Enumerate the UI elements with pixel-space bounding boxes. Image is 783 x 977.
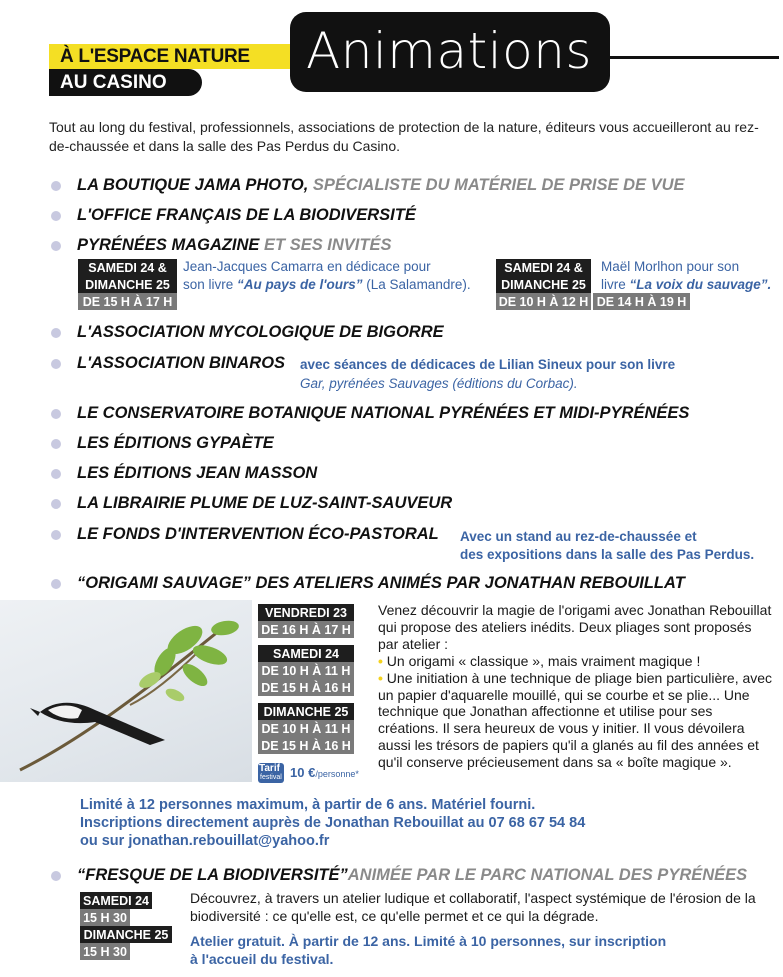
time-badge: DE 15 H À 17 H (78, 293, 177, 310)
list-item-jama: LA BOUTIQUE JAMA PHOTO, SPÉCIALISTE DU MATÉRIEL DE PRISE DE VUE (77, 176, 685, 194)
bullet-icon (51, 328, 61, 338)
bullet-icon (51, 181, 61, 191)
list-item-origami: “ORIGAMI SAUVAGE” DES ATELIERS ANIMÉS PAR JONATHAN REBOUILLAT (77, 574, 685, 592)
bullet-icon (51, 469, 61, 479)
origami-info: Limité à 12 personnes maximum, à partir de 6 ans. Matériel fourni. Inscriptions directement auprès de Jonathan Rebouillat au 07 68 67 54 84 ou sur jonathan.rebouillat@yahoo.fr (80, 797, 586, 849)
bullet-icon (51, 359, 61, 369)
date-badge: DIMANCHE 25 (78, 276, 177, 293)
fresque-info: Atelier gratuit. À partir de 12 ans. Limité à 10 personnes, sur inscription à l'accueil du festival. (190, 933, 667, 967)
guest1-line2: son livre “Au pays de l'ours” (La Salamandre). (183, 277, 471, 292)
time-badge: DE 10 H À 11 H (258, 662, 354, 679)
guest1-line1: Jean-Jacques Camarra en dédicace pour (183, 259, 431, 274)
date-badge: VENDREDI 23 (258, 604, 354, 621)
bullet-icon (51, 499, 61, 509)
time-badge: 15 H 30 (80, 909, 130, 926)
date-badge: DIMANCHE 25 (258, 703, 354, 720)
binaros-note-line1: avec séances de dédicaces de Lilian Sineux pour son livre (300, 357, 676, 372)
guest2-line2: livre “La voix du sauvage”. (601, 277, 772, 292)
header-location-line2: AU CASINO (49, 69, 202, 96)
date-badge: DIMANCHE 25 (496, 276, 591, 293)
date-badge: SAMEDI 24 & (496, 259, 591, 276)
list-item-fonds: LE FONDS D'INTERVENTION ÉCO-PASTORAL (77, 525, 439, 543)
list-item-fresque: “FRESQUE DE LA BIODIVERSITÉ”ANIMÉE PAR LE PARC NATIONAL DES PYRÉNÉES (77, 866, 748, 884)
bird-branch-illustration (0, 600, 252, 782)
bullet-icon (51, 579, 61, 589)
origami-bird-photo (0, 600, 252, 782)
binaros-note-line2: Gar, pyrénées Sauvages (éditions du Corbac). (300, 376, 578, 391)
list-item-pyrenees-magazine: PYRÉNÉES MAGAZINE ET SES INVITÉS (77, 236, 392, 254)
list-item-ofb: L'OFFICE FRANÇAIS DE LA BIODIVERSITÉ (77, 206, 416, 224)
time-badge: DE 10 H À 12 H (496, 293, 591, 310)
bullet-icon (51, 439, 61, 449)
bullet-icon (51, 530, 61, 540)
list-item-gypaete: LES ÉDITIONS GYPAÈTE (77, 434, 274, 452)
list-item-masson: LES ÉDITIONS JEAN MASSON (77, 464, 318, 482)
time-badge: DE 14 H À 19 H (593, 293, 690, 310)
fresque-description: Découvrez, à travers un atelier ludique et collaboratif, l'aspect systémique de l'érosion de la biodiversité : ce qu'elle est, ce qu'elle permet et ce qui la dégrade. (190, 890, 756, 924)
header-location-line1: À L'ESPACE NATURE (49, 44, 301, 69)
page-title: Animations (290, 12, 610, 92)
guest2-line1: Maël Morlhon pour son (601, 259, 740, 274)
time-badge: DE 10 H À 11 H (258, 720, 354, 737)
date-badge: DIMANCHE 25 (80, 926, 172, 943)
time-badge: DE 15 H À 16 H (258, 679, 354, 696)
list-item-mycologique: L'ASSOCIATION MYCOLOGIQUE DE BIGORRE (77, 323, 444, 341)
bullet-icon (51, 871, 61, 881)
time-badge: DE 16 H À 17 H (258, 621, 354, 638)
date-badge: SAMEDI 24 & (78, 259, 177, 276)
list-item-conservatoire: LE CONSERVATOIRE BOTANIQUE NATIONAL PYRÉNÉES ET MIDI-PYRÉNÉES (77, 404, 690, 422)
list-item-binaros: L'ASSOCIATION BINAROS (77, 354, 286, 372)
bullet-icon (51, 211, 61, 221)
bullet-icon (51, 409, 61, 419)
fonds-note-line2: des expositions dans la salle des Pas Perdus. (460, 547, 755, 562)
intro-text: Tout au long du festival, professionnels, associations de protection de la nature, éditeurs vous accueilleront au rez-de-chaussée et dans la salle des Pas Perdus du Casino. (49, 119, 759, 154)
time-badge: 15 H 30 (80, 943, 130, 960)
list-item-librairie: LA LIBRAIRIE PLUME DE LUZ-SAINT-SAUVEUR (77, 494, 453, 512)
date-badge: SAMEDI 24 (80, 892, 152, 909)
fonds-note-line1: Avec un stand au rez-de-chaussée et (460, 529, 697, 544)
origami-description: Venez découvrir la magie de l'origami avec Jonathan Rebouillat qui propose des ateliers inédits. Deux pliages sont proposés par atelier : • Un origami « classique », mais vraiment magique ! • Une initiation à une technique de pliage bien particulière, avec un papier d'aquarelle mouillé, qui se courbe et se plie... Une technique que Jonathan affectionne et utilise pour ses créations. Il sera heureux de vous y initier. Il vous dévoilera aussi les trésors de papiers qu'il a glanés au fil des années et qu'il conserve précieusement dans sa « boîte magique ». (378, 602, 773, 771)
bullet-icon (51, 241, 61, 251)
date-badge: SAMEDI 24 (258, 645, 354, 662)
time-badge: DE 15 H À 16 H (258, 737, 354, 754)
